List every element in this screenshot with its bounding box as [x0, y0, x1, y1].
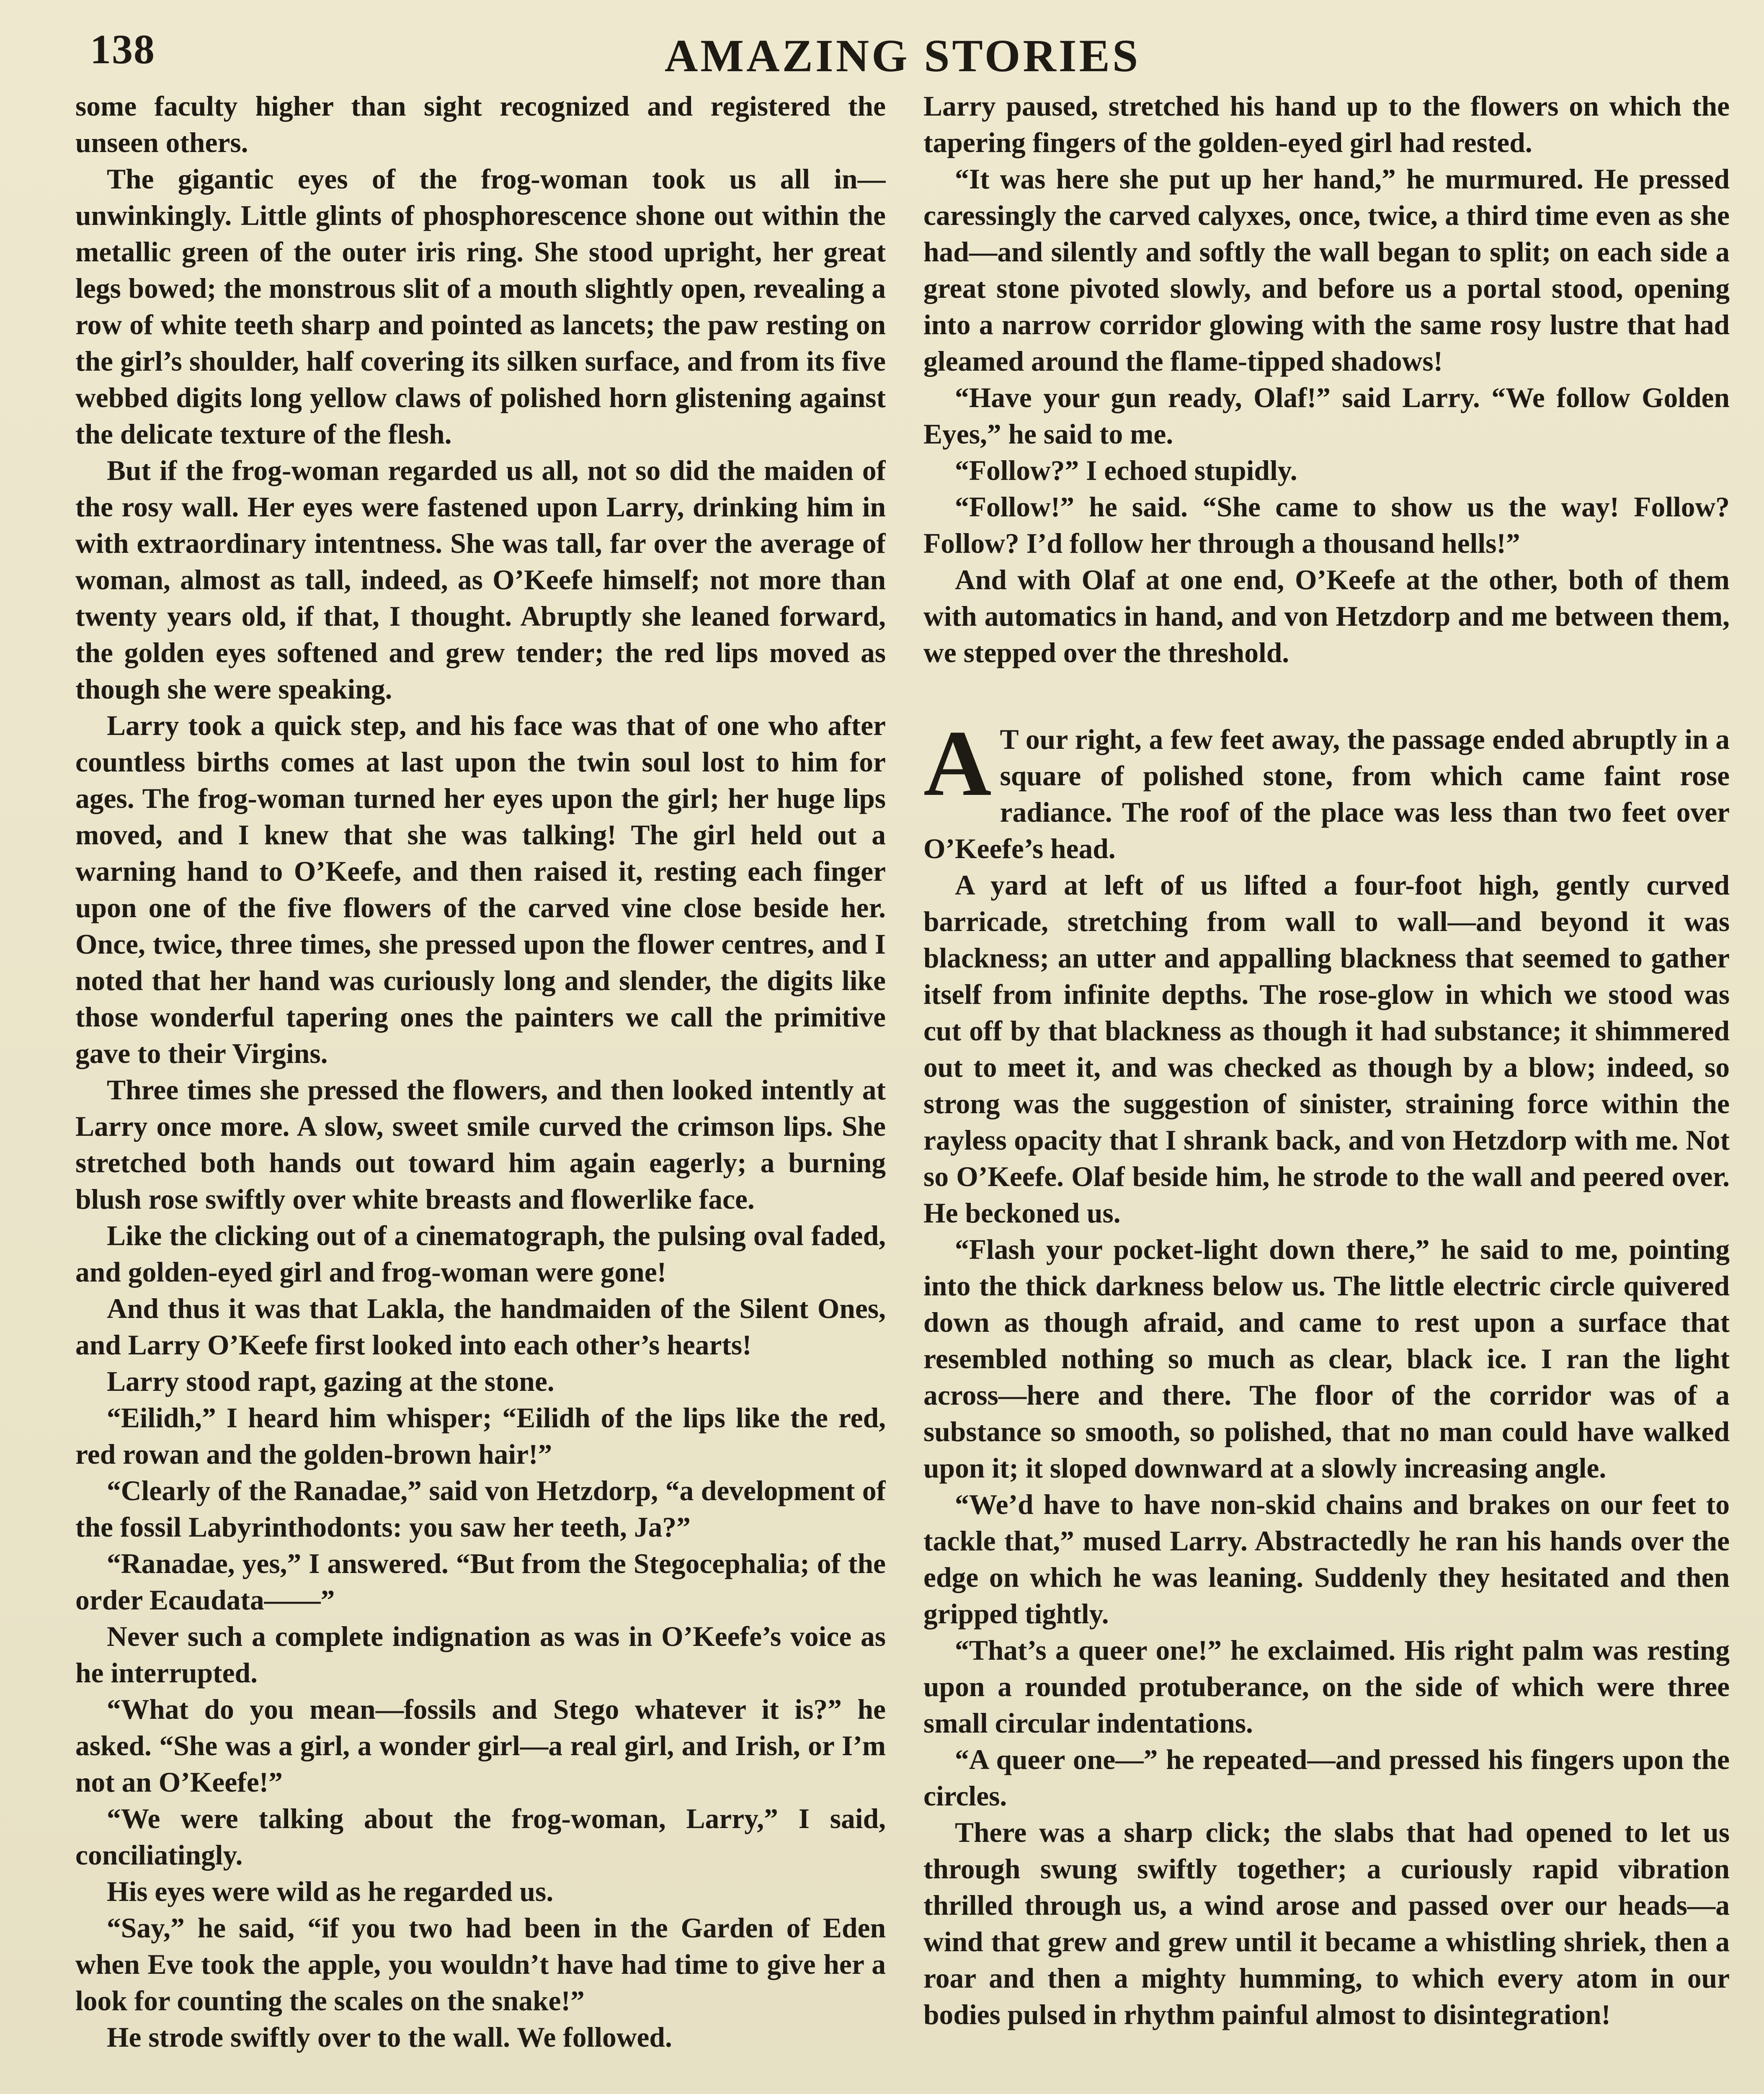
paragraph: And thus it was that Lakla, the handmaiden of the Silent Ones, and Larry O’Keefe first looked into each other’s hearts!	[75, 1293, 886, 1361]
paragraph: Larry took a quick step, and his face was that of one who after countless births comes at last upon the twin soul lost to him for ages. The frog-woman turned her eyes upon the girl; her huge lips moved, and I knew that she was talking! The girl held out a warning hand to O’Keefe, and then raised it, resting each finger upon one of the five flowers of the carved vine close beside her. Once, twice, three times, she pressed upon the flower centres, and I noted that her hand was curiously long and slender, the digits like those wonderful tapering ones the painters we call the primitive gave to their Virgins.	[75, 710, 886, 1069]
paragraph: “Ranadae, yes,” I answered. “But from the Stegocephalia; of the order Ecaudata——”	[75, 1548, 886, 1616]
paragraph: His eyes were wild as he regarded us.	[107, 1876, 554, 1907]
section-break	[923, 671, 1730, 721]
paragraph: Like the clicking out of a cinematograph, the pulsing oval faded, and golden-eyed girl and frog-woman were gone!	[75, 1220, 886, 1288]
dropcap-paragraph	[923, 711, 1730, 867]
paragraph: “Follow?” I echoed stupidly.	[955, 455, 1297, 486]
paragraph: Three times she pressed the flowers, and then looked intently at Larry once more. A slow, sweet smile curved the crimson lips. She stretched both hands out toward him again eagerly; a burning blush rose swiftly over white breasts and flowerlike face.	[75, 1074, 886, 1215]
paragraph: “Flash your pocket-light down there,” he said to me, pointing into the thick darkness below us. The little electric circle quivered down as though afraid, and came to rest upon a surface that resembled nothing so much as clear, black ice. I ran the light across—here and there. The floor of the corridor was of a substance so smooth, so polished, that no man could have walked upon it; it sloped downward at a slowly increasing angle.	[923, 1234, 1730, 1484]
paragraph: “What do you mean—fossils and Stego whatever it is?” he asked. “She was a girl, a wonder girl—a real girl, and Irish, or I’m not an O’Keefe!”	[75, 1694, 886, 1798]
paragraph: “Have your gun ready, Olaf!” said Larry. “We follow Golden Eyes,” he said to me.	[923, 382, 1730, 450]
page-header	[0, 25, 1764, 84]
paragraph: The gigantic eyes of the frog-woman took us all in—unwinkingly. Little glints of phosphorescence shone out within the metallic green of the outer iris ring. She stood upright, her great legs bowed; the monstrous slit of a mouth slightly open, revealing a row of white teeth sharp and pointed as lancets; the paw resting on the girl’s shoulder, half covering its silken surface, and from its five webbed digits long yellow claws of polished horn glistening against the delicate texture of the flesh.	[75, 163, 886, 450]
drop-cap: A	[923, 711, 992, 815]
paragraph: “Follow!” he said. “She came to show us the way! Follow? Follow? I’d follow her through a thousand hells!”	[923, 491, 1730, 559]
paragraph: “Say,” he said, “if you two had been in the Garden of Eden when Eve took the apple, you wouldn’t have had time to give her a look for counting the scales on the snake!”	[75, 1912, 886, 2017]
paragraph: But if the frog-woman regarded us all, not so did the maiden of the rosy wall. Her eyes were fastened upon Larry, drinking him in with extraordinary intentness. She was tall, far over the average of woman, almost as tall, indeed, as O’Keefe himself; not more than twenty years old, if that, I thought. Abruptly she leaned forward, the golden eyes softened and grew tender; the red lips moved as though she were speaking.	[75, 455, 886, 705]
page-number: 138	[90, 26, 155, 72]
paragraph: And with Olaf at one end, O’Keefe at the other, both of them with automatics in hand, and von Hetzdorp and me between them, we stepped over the threshold.	[923, 564, 1730, 668]
paragraph: “That’s a queer one!” he exclaimed. His right palm was resting upon a rounded protuberance, on the side of which were three small circular indentations.	[923, 1635, 1730, 1739]
paragraph: A yard at left of us lifted a four-foot high, gently curved barricade, stretching from wall to wall—and beyond it was blackness; an utter and appalling blackness that seemed to gather itself from infinite depths. The rose-glow in which we stood was cut off by that blackness as though it had substance; it shimmered out to meet it, and was checked as though by a blow; indeed, so strong was the suggestion of sinister, straining force within the rayless opacity that I shrank back, and von Hetzdorp with me. Not so O’Keefe. Olaf beside him, he strode to the wall and peered over. He beckoned us.	[923, 869, 1730, 1229]
paragraph: “We’d have to have non-skid chains and brakes on our feet to tackle that,” mused Larry. Abstractedly he ran his hands over the edge on which he was leaning. Suddenly they hesitated and then gripped tightly.	[923, 1489, 1730, 1630]
running-title: AMAZING STORIES	[664, 30, 1141, 81]
paragraph: “We were talking about the frog-woman, Larry,” I said, conciliatingly.	[75, 1803, 886, 1871]
right-column	[923, 88, 1730, 2094]
paragraph: Larry stood rapt, gazing at the stone.	[107, 1366, 554, 1397]
paragraph: “Eilidh,” I heard him whisper; “Eilidh of the lips like the red, red rowan and the golden-brown hair!”	[75, 1402, 886, 1470]
paragraph: Larry paused, stretched his hand up to the flowers on which the tapering fingers of the golden-eyed girl had rested.	[923, 90, 1730, 158]
left-column	[75, 88, 886, 2094]
dropcap-paragraph-text: T our right, a few feet away, the passage ended abruptly in a square of polished stone, from which came faint rose radiance. The roof of the place was less than two feet over O’Keefe’s head.	[923, 724, 1730, 864]
paragraph: some faculty higher than sight recognized and registered the unseen others.	[75, 90, 886, 158]
paragraph: “A queer one—” he repeated—and pressed his fingers upon the circles.	[923, 1744, 1730, 1812]
paragraph: There was a sharp click; the slabs that had opened to let us through swung swiftly together; a curiously rapid vibration thrilled through us, a wind arose and passed over our heads—a wind that grew and grew until it became a whistling shriek, then a roar and then a mighty humming, to which every atom in our bodies pulsed in rhythm painful almost to disintegration!	[923, 1817, 1730, 2030]
paragraph: “It was here she put up her hand,” he murmured. He pressed caressingly the carved calyxes, once, twice, a third time even as she had—and silently and softly the wall began to split; on each side a great stone pivoted slowly, and before us a portal stood, opening into a narrow corridor glowing with the same rosy lustre that had gleamed around the flame-tipped shadows!	[923, 163, 1730, 377]
paragraph: Never such a complete indignation as was in O’Keefe’s voice as he interrupted.	[75, 1621, 886, 1689]
paragraph: He strode swiftly over to the wall. We followed.	[107, 2022, 672, 2053]
paragraph: “Clearly of the Ranadae,” said von Hetzdorp, “a development of the fossil Labyrinthodonts: you saw her teeth, Ja?”	[75, 1475, 886, 1543]
